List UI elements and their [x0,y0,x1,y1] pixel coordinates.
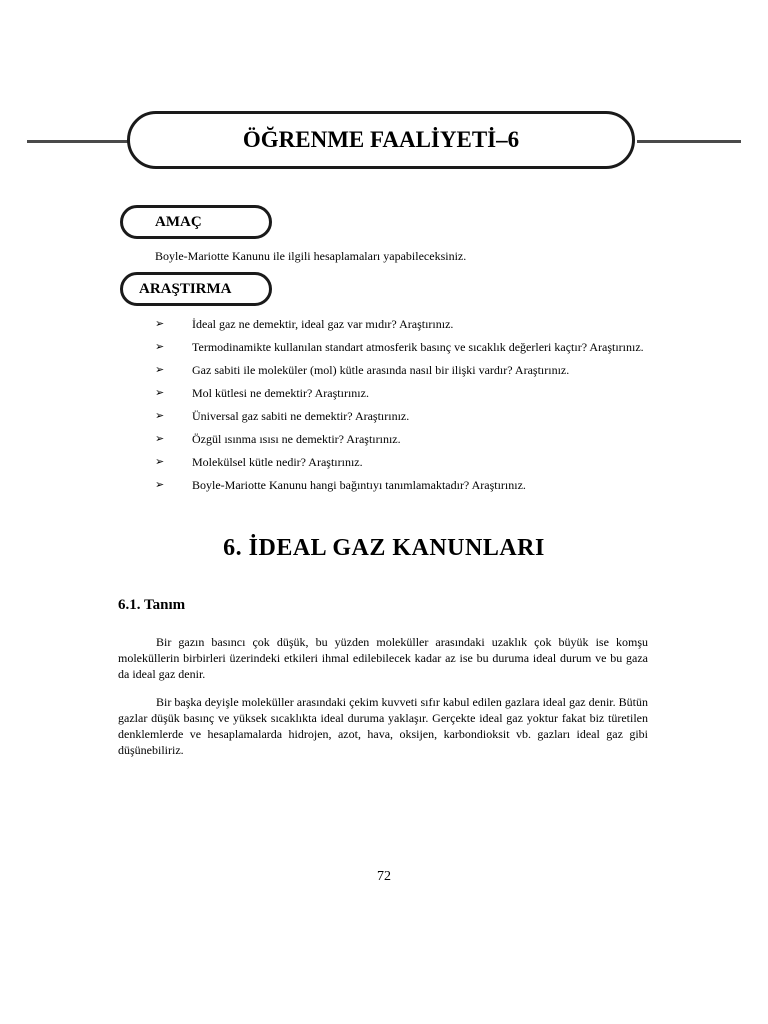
list-item: ➢ Üniversal gaz sabiti ne demektir? Araştırınız. [155,405,650,428]
arrow-bullet-icon: ➢ [155,410,165,422]
arrow-bullet-icon: ➢ [155,341,165,353]
list-item: ➢ Özgül ısınma ısısı ne demektir? Araştırınız. [155,428,650,451]
research-list [155,313,650,497]
list-item: ➢ Gaz sabiti ile moleküler (mol) kütle arasında nasıl bir ilişki vardır? Araştırınız. [155,359,650,382]
arrow-bullet-icon: ➢ [155,456,165,468]
subsection-title: 6.1. Tanım [118,597,186,613]
paragraph: Bir başka deyişle moleküller arasındaki çekim kuvveti sıfır kabul edilen gazlara ideal gaz denir. Bütün gazlar düşük basınç ve yüksek sıcaklıkta ideal duruma yaklaşır. Gerçekte ideal gaz yoktur fakat biz türetilen denklemlerde ve hesaplamalarda hidrojen, azot, hava, oksijen, karbondioksit vb. gazları ideal gaz gibi düşünebiliriz. [118,695,648,757]
page-number: 72 [377,869,391,884]
list-item: ➢ Boyle-Mariotte Kanunu hangi bağıntıyı tanımlamaktadır? Araştırınız. [155,474,650,497]
activity-title-text: ÖĞRENME FAALİYETİ–6 [242,127,520,152]
arastirma-label: ARAŞTIRMA [139,280,232,297]
amac-text: Boyle-Mariotte Kanunu ile ilgili hesaplamaları yapabileceksiniz. [155,249,467,263]
activity-title [127,111,635,169]
header-rule-left [27,140,130,143]
arrow-bullet-icon: ➢ [155,364,165,376]
list-item: ➢ Mol kütlesi ne demektir? Araştırınız. [155,382,650,405]
list-item: ➢ Termodinamikte kullanılan standart atmosferik basınç ve sıcaklık değerleri kaçtır? Araştırınız. [155,336,650,359]
amac-label-box [120,205,272,239]
arrow-bullet-icon: ➢ [155,433,165,445]
arrow-bullet-icon: ➢ [155,318,165,330]
amac-label: AMAÇ [155,213,202,230]
arastirma-label-box [120,272,272,306]
list-item: ➢ İdeal gaz ne demektir, ideal gaz var mıdır? Araştırınız. [155,313,650,336]
section-title: 6. İDEAL GAZ KANUNLARI [223,535,545,561]
paragraph: Bir gazın basıncı çok düşük, bu yüzden moleküller arasındaki uzaklık çok büyük ise komşu moleküllerin birbirleri üzerindeki etkileri ihmal edilebilecek kadar az ise bu duruma ideal durum ve bu gaza da ideal gaz denir. [118,635,648,681]
header-rule-right [637,140,741,143]
list-item: ➢ Molekülsel kütle nedir? Araştırınız. [155,451,650,474]
arrow-bullet-icon: ➢ [155,479,165,491]
arrow-bullet-icon: ➢ [155,387,165,399]
